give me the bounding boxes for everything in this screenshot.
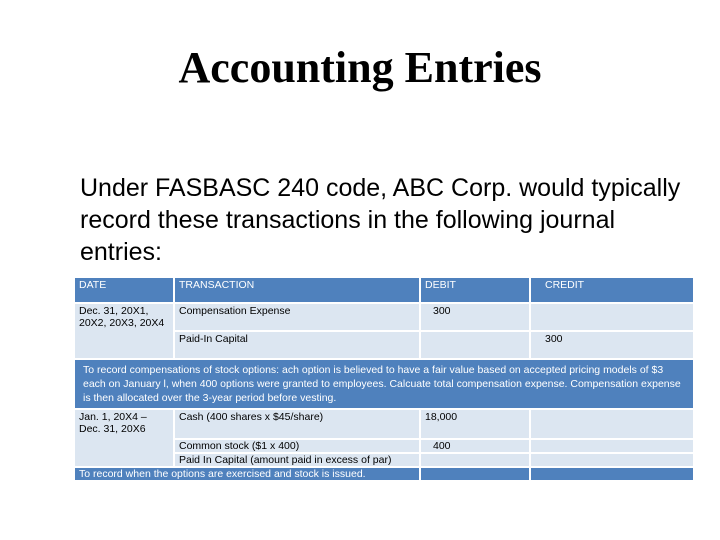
header-date: DATE [74,277,174,303]
empty-debit-cell [420,331,530,359]
empty-credit-cell [530,453,694,467]
header-credit: CREDIT [530,277,694,303]
grant-note-row [74,359,694,409]
cash-amount-cell: 18,000 [420,409,530,439]
table-header-row [74,277,694,303]
header-transaction: TRANSACTION [174,277,420,303]
journal-entries-table [73,276,695,482]
header-debit: DEBIT [420,277,530,303]
empty-credit-cell [530,439,694,453]
empty-credit-cell [530,303,694,331]
slide-title: Accounting Entries [178,43,542,92]
exercise-note-row [74,467,694,481]
debit-account-cell: Compensation Expense [174,303,420,331]
credit-account-cell: Paid-In Capital [174,331,420,359]
grant-note: To record compensations of stock options: ach option is believed to have a fair value based on accepted pricing models of $3 each on January l, when 400 options were granted to employees. Calcuate total compensation expense. Compensation expense is then allocated over the 3-year period before vesting. [74,359,694,409]
cash-account-cell: Cash (400 shares x $45/share) [174,409,420,439]
paid-in-capital-cell: Paid In Capital (amount paid in excess of par) [174,453,420,467]
debit-amount-cell: 300 [420,303,530,331]
table-row [74,409,694,439]
table-row [74,303,694,331]
empty-note-cell [530,467,694,481]
exercise-date-cell: Jan. 1, 20X4 – Dec. 31, 20X6 [74,409,174,467]
credit-amount-cell: 300 [530,331,694,359]
empty-note-cell [420,467,530,481]
common-stock-amount-cell: 400 [420,439,530,453]
empty-credit-cell [530,409,694,439]
empty-debit-cell [420,453,530,467]
grant-date-cell: Dec. 31, 20X1, 20X2, 20X3, 20X4 [74,303,174,359]
intro-text: Under FASBASC 240 code, ABC Corp. would typically record these transactions in the following journal entries: [80,174,681,266]
exercise-note: To record when the options are exercised and stock is issued. [74,467,420,481]
common-stock-cell: Common stock ($1 x 400) [174,439,420,453]
